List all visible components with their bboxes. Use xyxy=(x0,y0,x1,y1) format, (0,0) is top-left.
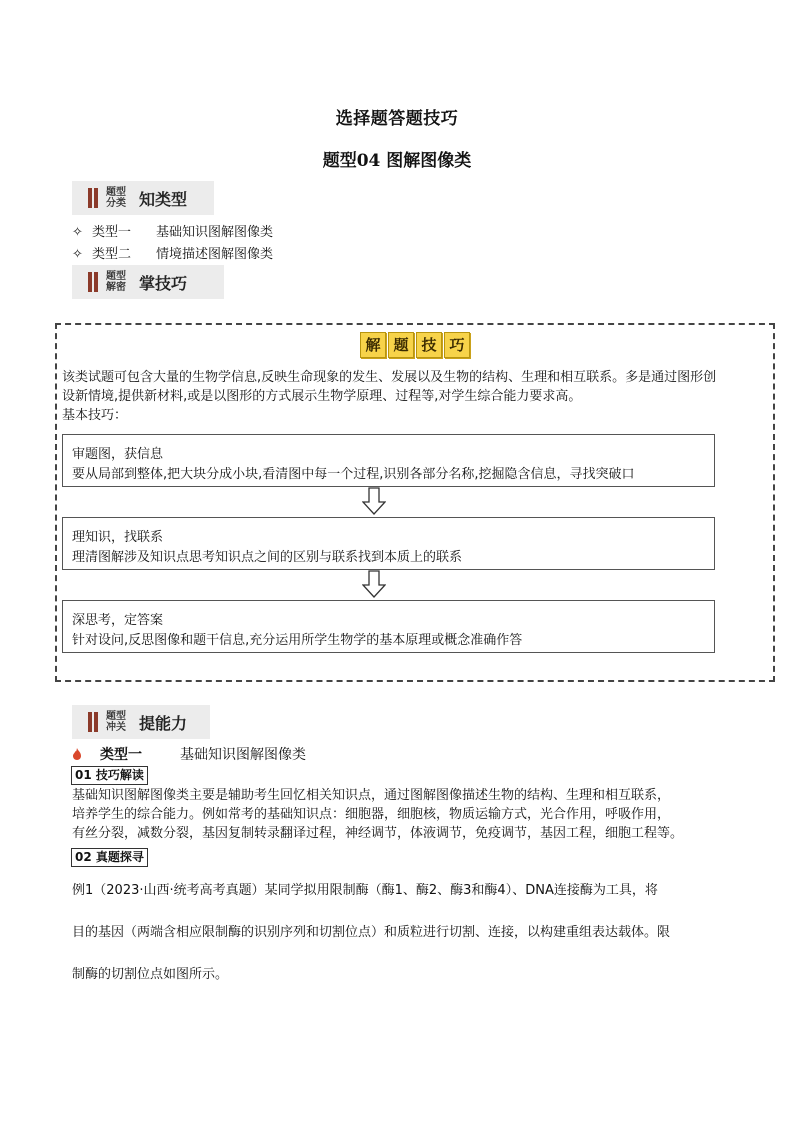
step-body: 理清图解涉及知识点思考知识点之间的区别与联系找到本质上的联系 xyxy=(72,550,463,565)
diamond-icon: ✧ xyxy=(72,225,83,240)
type-label: 类型一 xyxy=(92,225,132,240)
tips-badge: 解 xyxy=(360,332,386,358)
section-tag: 题型 分类 xyxy=(106,187,126,209)
tips-badge: 巧 xyxy=(444,332,470,358)
down-arrow-icon xyxy=(362,487,386,515)
tips-intro: 该类试题可包含大量的生物学信息,反映生命现象的发生、发展以及生物的结构、生理和相互联系。多是通过图形创 设新情境,提供新材料,或是以图形的方式展示生物学原理、过程等,对学生综合能力要求高。 基本技巧： xyxy=(62,368,767,425)
practice-type-label: 类型一 xyxy=(100,747,142,763)
type-name: 基础知识图解图像类 xyxy=(156,225,274,240)
tips-badge-group xyxy=(360,332,470,358)
type-label: 类型二 xyxy=(92,247,132,262)
section-title: 知类型 xyxy=(139,189,188,209)
step-body: 针对设问,反思图像和题干信息,充分运用所学生物学的基本原理或概念准确作答 xyxy=(72,633,523,648)
practice-type-name: 基础知识图解图像类 xyxy=(180,747,306,763)
skill-explain-text: 基础知识图解图像类主要是辅助考生回忆相关知识点，通过图解图像描述生物的结构、生理和相互联系， 培养学生的综合能力。例如常考的基础知识点：细胞器，细胞核，物质运输方式，光合作用，呼吸作用， 有丝分裂，减数分裂，基因复制转录翻译过程，神经调节，体液调节，免疫调节，基因工程，细胞工程等。 xyxy=(72,788,684,841)
section-header-decode xyxy=(72,265,224,299)
step-box-2 xyxy=(62,517,715,570)
type-list-item-1 xyxy=(72,221,273,240)
down-arrow-icon xyxy=(362,570,386,598)
step-heading: 深思考，定答案 xyxy=(72,613,164,628)
section-title: 提能力 xyxy=(139,713,188,733)
document-subtitle: 题型04 图解图像类 xyxy=(322,151,472,171)
step-box-3 xyxy=(62,600,715,653)
example-line-1: 例1（2023·山西·统考高考真题）某同学拟用限制酶（酶1、酶2、酶3和酶4）、DNA连接酶为工具，将 xyxy=(72,883,658,898)
section-bars-icon xyxy=(88,712,98,732)
step-body: 要从局部到整体,把大块分成小块,看清图中每一个过程,识别各部分名称,挖掘隐含信息，寻找突破口 xyxy=(72,467,635,482)
flame-icon xyxy=(72,748,82,760)
type-list-item-2 xyxy=(72,243,273,262)
tips-badge: 技 xyxy=(416,332,442,358)
real-exam-label: 02 真题探寻 xyxy=(71,848,148,867)
section-bars-icon xyxy=(88,188,98,208)
document-title: 选择题答题技巧 xyxy=(335,109,459,129)
example-line-3: 制酶的切割位点如图所示。 xyxy=(72,967,229,982)
diamond-icon: ✧ xyxy=(72,247,83,262)
step-heading: 审题图，获信息 xyxy=(72,447,164,462)
section-title: 掌技巧 xyxy=(139,273,188,293)
type-name: 情境描述图解图像类 xyxy=(156,247,274,262)
section-bars-icon xyxy=(88,272,98,292)
step-heading: 理知识，找联系 xyxy=(72,530,164,545)
section-tag: 题型 解密 xyxy=(106,271,126,293)
example-line-2: 目的基因（两端含相应限制酶的识别序列和切割位点）和质粒进行切割、连接，以构建重组表达载体。限 xyxy=(72,925,671,940)
section-header-practice xyxy=(72,705,210,739)
step-box-1 xyxy=(62,434,715,487)
skill-explain-label: 01 技巧解读 xyxy=(71,766,148,785)
section-header-classify xyxy=(72,181,214,215)
basic-tips-label: 基本技巧： xyxy=(62,408,128,423)
tips-badge: 题 xyxy=(388,332,414,358)
section-tag: 题型 冲关 xyxy=(106,711,126,733)
